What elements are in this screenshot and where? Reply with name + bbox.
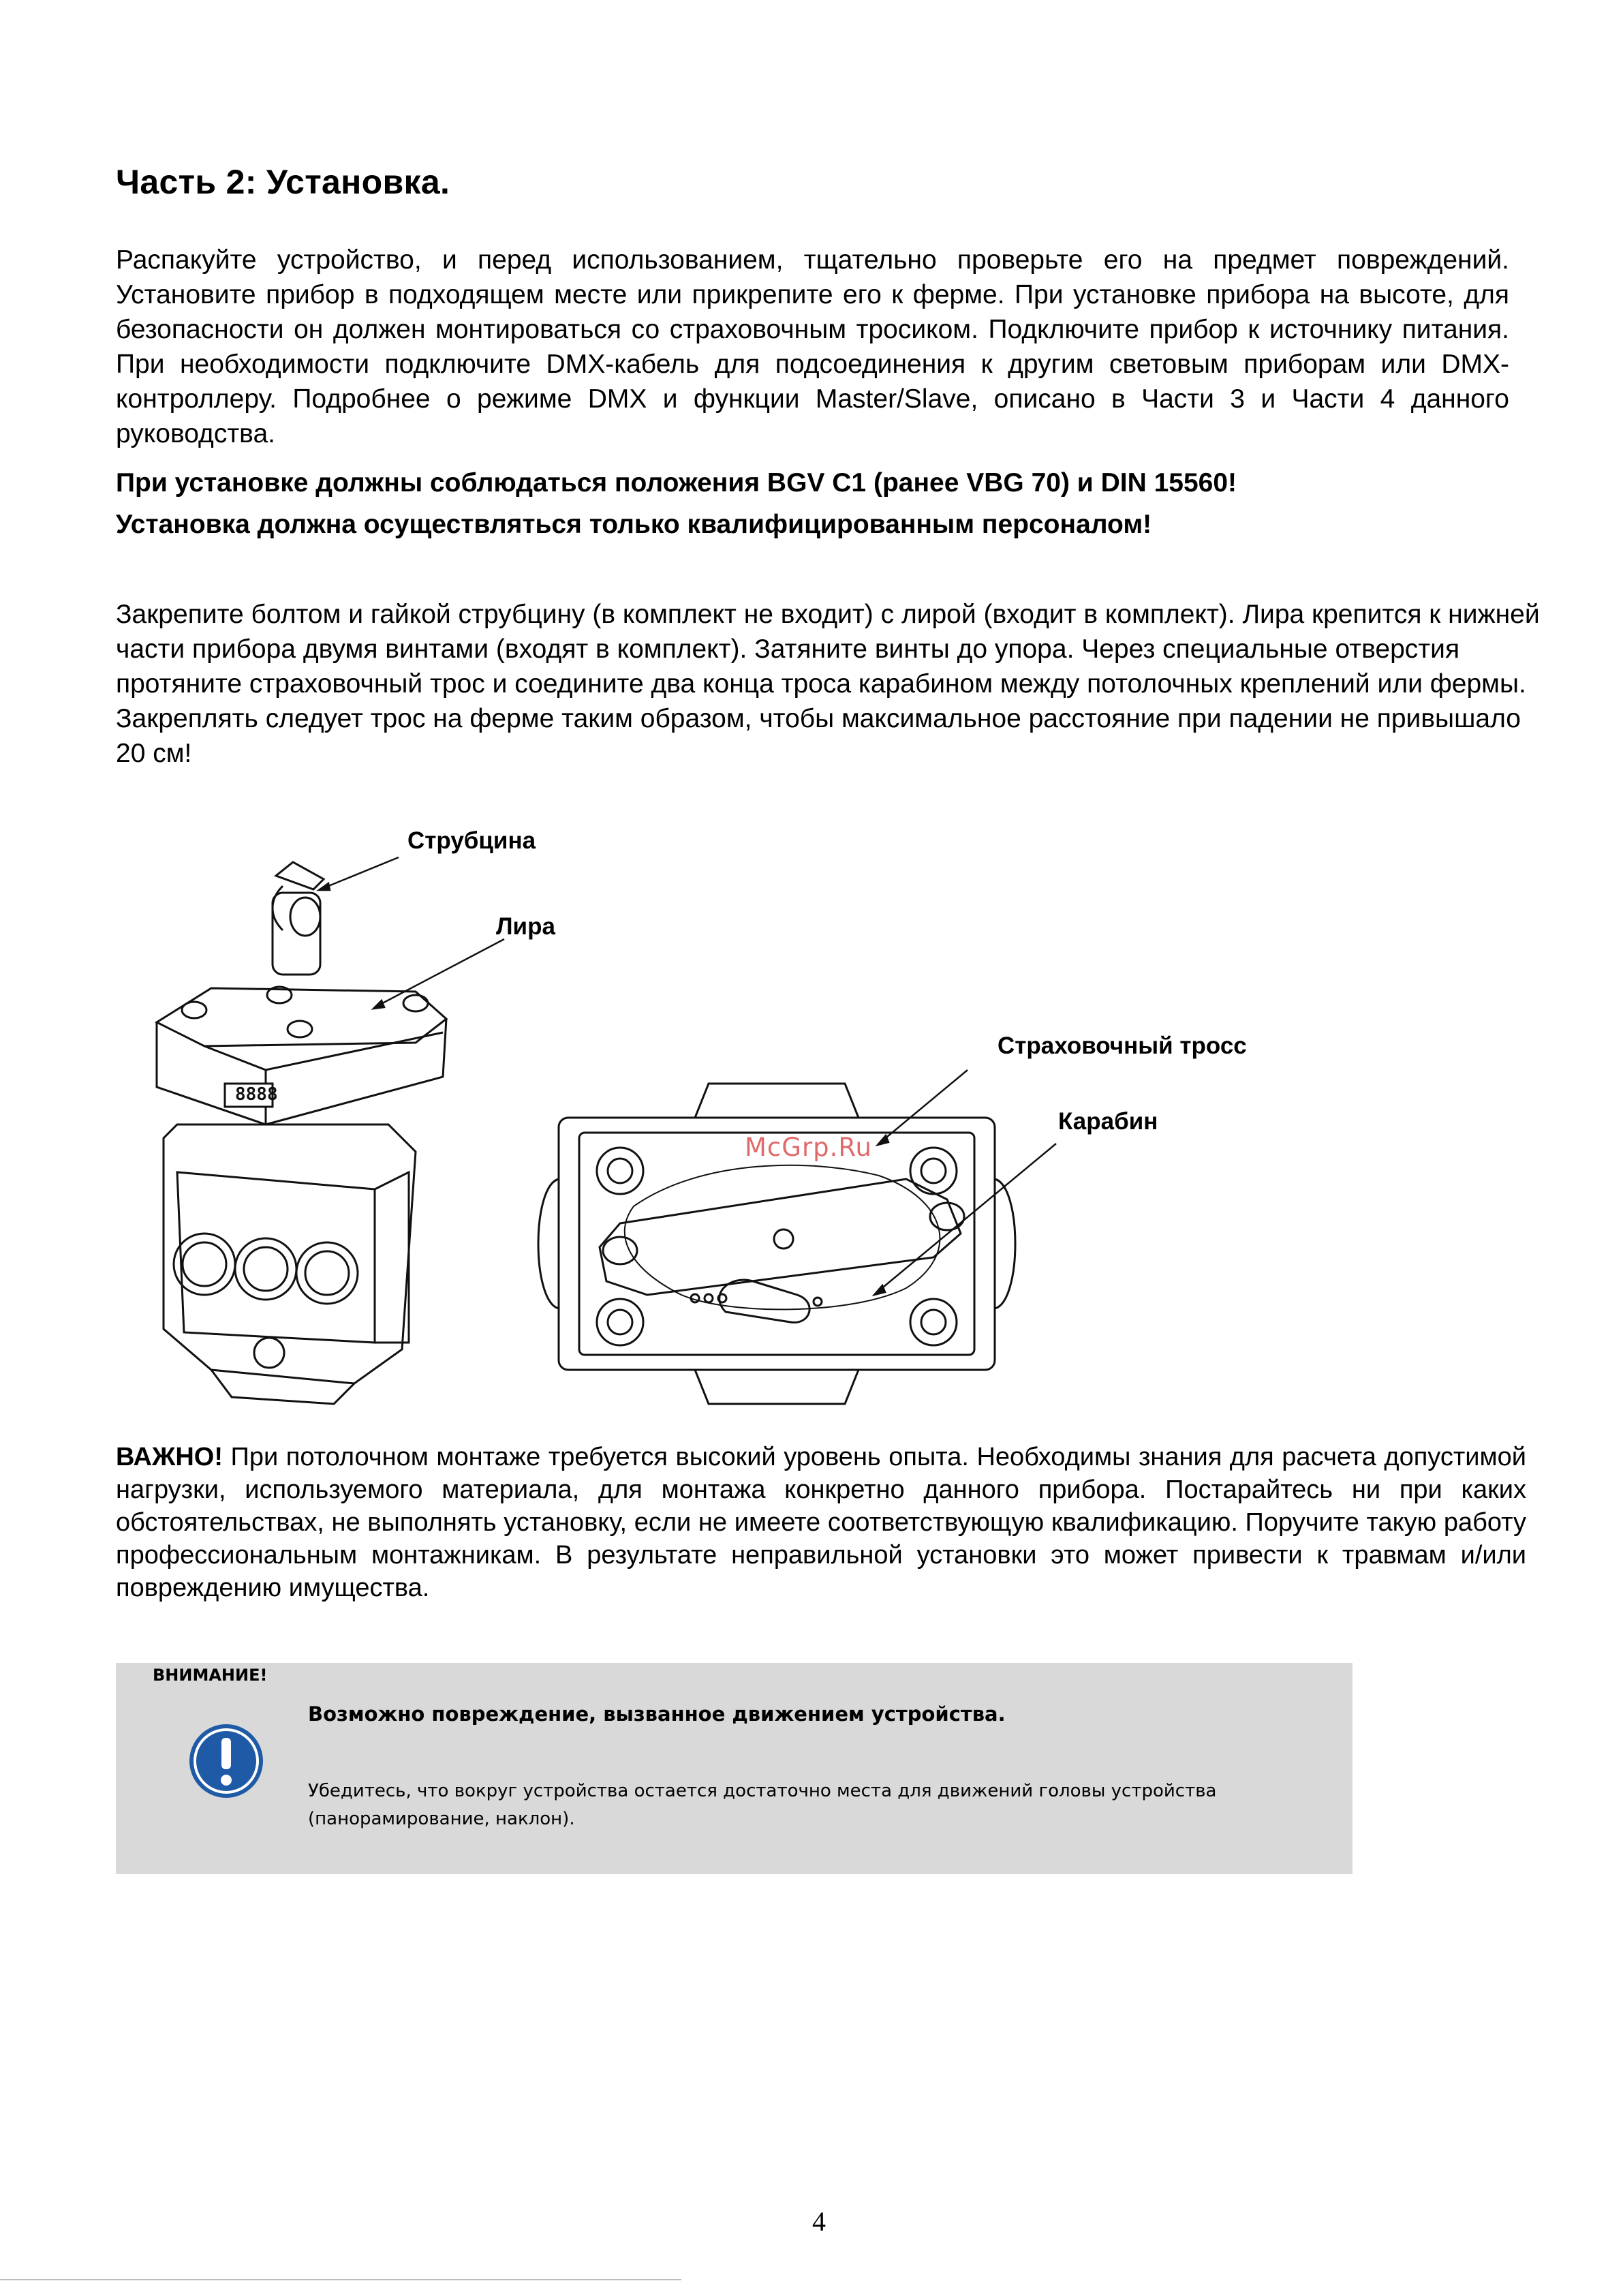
warning-heading: ВНИМАНИЕ! [153,1666,268,1685]
important-text: При потолочном монтаже требуется высокий уровень опыта. Необходимы знания для расчета допустимой нагрузки, используемого материала, для монтажа конкретно данного прибора. Постарайтесь ни при каких обстоятельствах, не выполнять установку, если не имеете соответствующую квалификацию. Поручите такую работу профессиональным монтажникам. В результате неправильной установки это может привести к травмам и/или повреждению имущества. [116,1443,1526,1602]
regulation-notice: При установке должны соблюдаться положения BGV C1 (ранее VBG 70) и DIN 15560! [116,468,1237,498]
device-display-digits: 8888 [235,1084,278,1105]
qualified-personnel-notice: Установка должна осуществляться только квалифицированным персоналом! [116,510,1152,539]
label-carabiner: Карабин [1058,1108,1158,1135]
important-label: ВАЖНО! [116,1443,223,1471]
page-number: 4 [812,2206,826,2237]
footer-rule [0,2279,681,2280]
label-yoke: Лира [496,913,555,940]
warning-text: Убедитесь, что вокруг устройства остается достаточно места для движений головы устройства (панорамирование, наклон). [308,1781,1217,1829]
watermark: McGrp.Ru [745,1133,872,1162]
exclamation-circle-icon [188,1723,264,1799]
warning-box [116,1663,1352,1874]
important-paragraph [116,1441,1526,1604]
mounting-paragraph: Закрепите болтом и гайкой струбцину (в комплект не входит) с лирой (входит в комплект). Лира крепится к нижней части прибора двумя винтами (входят в комплект). Затяните винты до упора. Через специальные отверстия протяните страховочный трос и соедините два конца троса карабином между потолочных креплений или фермы. Закреплять следует трос на ферме таким образом, чтобы максимальное расстояние при падении не привышало 20 см! [116,600,1540,768]
bottom-view-leader-lines [872,1043,1131,1315]
intro-paragraph: Распакуйте устройство, и перед использованием, тщательно проверьте его на предмет повреждений. Установите прибор в подходящем месте или прикрепите его к ферме. При установке прибора на высоте, для безопасности он должен монтироваться со страховочным тросиком. Подключите прибор к источнику питания. При необходимости подключите DMX-кабель для подсоединения к другим световым приборам или DMX-контроллеру. Подробнее о режиме DMX и функции Master/Slave, описано в Части 3 и Части 4 данного руководства. [116,245,1509,448]
warning-subtitle: Возможно повреждение, вызванное движением устройства. [308,1702,1006,1726]
label-clamp: Струбцина [407,827,536,854]
section-title: Часть 2: Установка. [116,163,450,201]
label-safety-cable: Страховочный тросс [998,1032,1247,1059]
side-view-leader-lines [300,852,545,1029]
